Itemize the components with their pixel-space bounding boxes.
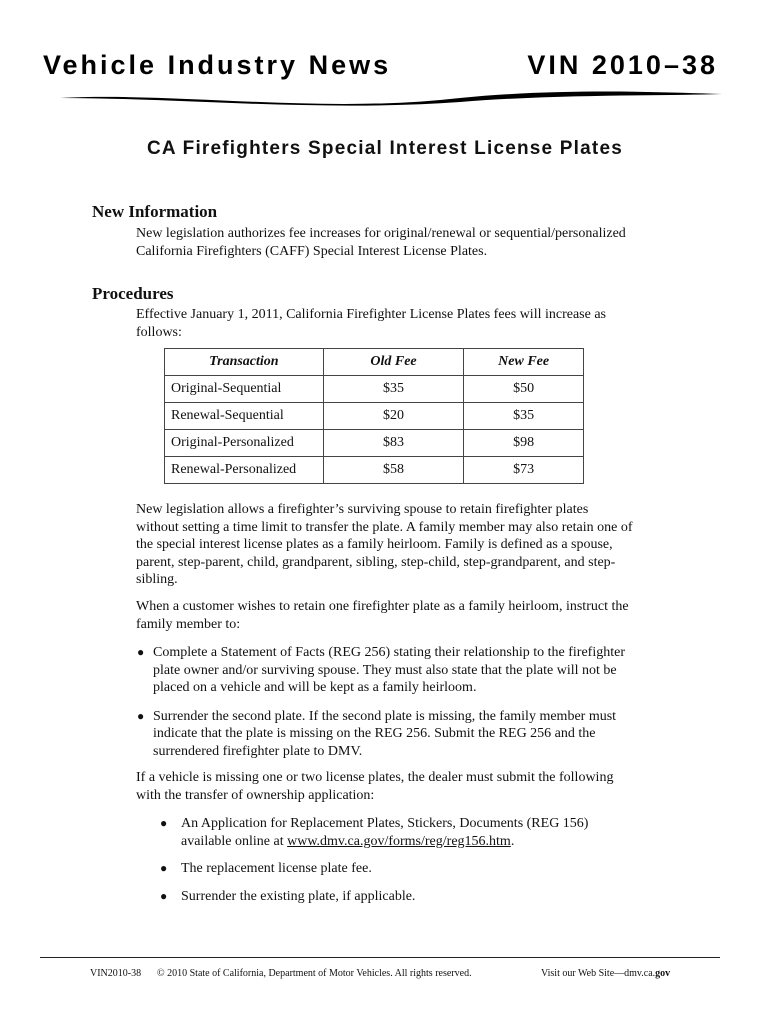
list-item [136,708,696,761]
old-fee-cell: $83 [323,430,464,457]
surviving-spouse-paragraph [136,501,681,589]
column-header-transaction: Transaction [165,349,324,376]
new-fee-cell: $35 [464,403,584,430]
new-fee-cell: $73 [464,457,584,484]
text-line: without setting a time limit to transfer the plate. A family member may also retain one of [136,519,633,535]
bullet-icon: ● [137,645,145,659]
text-line: family member to: [136,616,241,632]
transaction-cell: Renewal-Sequential [165,403,324,430]
list-item [160,815,700,850]
missing-plates-paragraph [136,769,681,804]
bullet-icon: ● [160,888,168,903]
transaction-cell: Renewal-Personalized [165,457,324,484]
column-header-new-fee: New Fee [464,349,584,376]
document-title: CA Firefighters Special Interest License Plates [147,138,623,159]
table-header-row [165,349,584,376]
dealer-requirements-list [160,815,700,905]
text-line: Surrender the existing plate, if applicable. [181,888,416,904]
text-line: plate owner and/or surviving spouse. They must also state that the plate will not be [153,662,617,678]
procedures-heading: Procedures [92,284,174,303]
header-swoosh-divider [60,88,722,110]
procedures-intro [136,306,681,341]
text-line: New legislation allows a firefighter’s surviving spouse to retain firefighter plates [136,502,589,517]
text-line: parent, step-parent, child, grandparent, sibling, step-child, step-grandparent, and step- [136,554,616,570]
reg156-link[interactable]: www.dmv.ca.gov/forms/reg/reg156.htm [287,833,511,849]
text-line: An Application for Replacement Plates, Stickers, Documents (REG 156) [181,816,589,831]
text-fragment: available online at [181,833,288,849]
transaction-cell: Original-Sequential [165,376,324,403]
transaction-cell: Original-Personalized [165,430,324,457]
new-information-text [136,225,681,260]
bullet-icon: ● [160,816,168,830]
table-row [165,403,584,430]
table-row [165,457,584,484]
table-row [165,376,584,403]
text-line: Effective January 1, 2011, California Firefighter License Plates fees will increase as [136,307,606,322]
text-fragment: gov [655,968,671,979]
list-item [136,644,696,697]
text-line: follows: [136,324,182,340]
text-line [181,833,700,851]
new-information-heading: New Information [92,202,218,221]
bullet-icon: ● [160,861,168,875]
footer-doc-id: VIN2010-38 [90,968,142,979]
new-fee-cell: $98 [464,430,584,457]
newsletter-title: Vehicle Industry News [43,50,392,80]
list-item [160,860,700,878]
footer-copyright: © 2010 State of California, Department of Motor Vehicles. All rights reserved. [157,968,472,979]
text-line: the special interest license plates as a family heirloom. Family is defined as a spouse, [136,537,613,552]
text-line: When a customer wishes to retain one firefighter plate as a family heirloom, instruct the [136,599,629,614]
text-line: indicate that the plate is missing on the REG 256. Submit the REG 256 and the [153,726,596,741]
footer-divider [40,957,720,958]
text-line: placed on a vehicle and will be kept as a family heirloom. [153,680,477,695]
old-fee-cell: $20 [323,403,464,430]
text-line: surrendered firefighter plate to DMV. [153,743,363,759]
text-line: If a vehicle is missing one or two license plates, the dealer must submit the following [136,770,614,785]
text-line: Surrender the second plate. If the second plate is missing, the family member must [153,708,617,724]
text-fragment: Visit our Web Site—dmv.ca. [541,968,656,979]
text-line: California Firefighters (CAFF) Special Interest License Plates. [136,243,488,259]
bulletin-number: VIN 2010–38 [527,50,718,80]
text-line: New legislation authorizes fee increases for original/renewal or sequential/personalized [136,226,626,241]
text-fragment: . [510,833,515,849]
old-fee-cell: $58 [323,457,464,484]
text-line: with the transfer of ownership application: [136,787,375,803]
new-fee-cell: $50 [464,376,584,403]
bullet-icon: ● [137,708,145,723]
heirloom-instructions-list [136,644,696,760]
table-row [165,430,584,457]
footer-website [541,968,670,979]
text-line: The replacement license plate fee. [181,861,372,876]
old-fee-cell: $35 [323,376,464,403]
text-line: Complete a Statement of Facts (REG 256) stating their relationship to the firefighter [153,645,625,660]
text-line: sibling. [136,572,178,587]
heirloom-paragraph [136,598,681,633]
column-header-old-fee: Old Fee [323,349,464,376]
fee-table [164,348,584,484]
list-item [160,888,700,906]
